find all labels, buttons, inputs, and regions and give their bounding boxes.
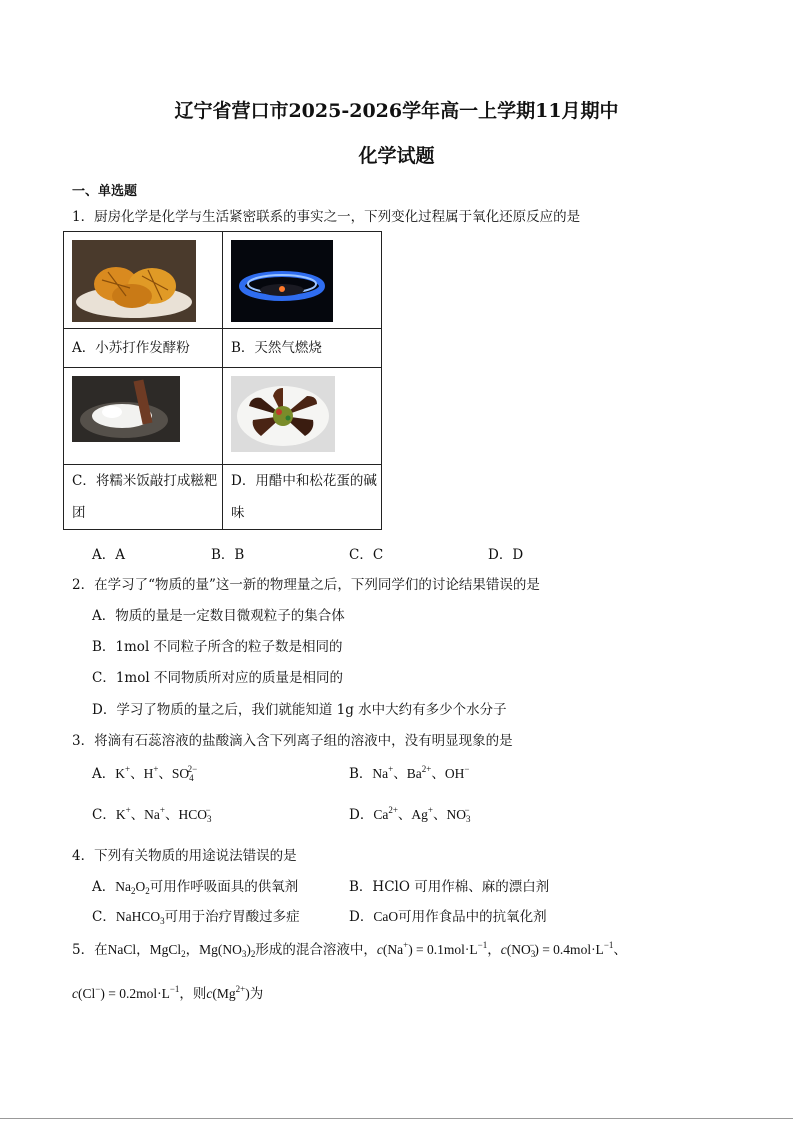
q3-option-b [349,762,469,782]
q4-label-c: C． [92,909,116,925]
q4-option-d [349,905,547,925]
q4-d-text: 可用作食品中的抗氧化剂 [398,909,547,925]
q5-tail: ，则 [179,986,207,1002]
document-subtitle: 化学试题 [358,145,435,167]
q2-option-b: B．1mol 不同粒子所含的粒子数是相同的 [92,639,343,655]
q4-label-a: A． [92,879,116,895]
q3-option-a [92,762,197,783]
option-cell-c: C．将糯米饭敲打成糍粑团 [64,465,223,530]
chem-formula: $Na_2O_2$ [115,879,150,896]
rice-pounding-image [72,376,180,442]
ion-formula: K+、H+、$SO_4^{2-}$ [115,764,198,783]
q5-end: 为 [249,986,264,1002]
section-heading: 一、单选题 [72,184,138,199]
q3-label-a: A． [92,766,116,782]
question-5-line1 [72,938,627,959]
q4-c-text: 可用于治疗胃酸过多症 [164,909,300,925]
q4-option-c [92,905,300,926]
q5-prefix: 5．在 [72,942,108,958]
concentration-mg: $c(Mg^{2+})$ [206,984,250,1001]
page-bottom-rule [0,1118,793,1119]
q2-option-a: A．物质的量是一定数目微观粒子的集合体 [92,608,345,624]
ion-formula: Na+、$Ba^{2+}$、OH− [372,764,470,781]
q1-option-b: B．B [211,547,245,563]
chem-formula: NaHCO$_3$ [115,909,165,926]
q3-option-d [349,803,470,824]
document-title: 辽宁省营口市2025-2026学年高一上学期11月期中 [174,100,619,122]
question-4-stem: 4．下列有关物质的用途说法错误的是 [72,848,297,864]
q5-mid: 形成的混合溶液中， [255,942,377,958]
q4-label-d: D． [349,909,374,925]
option-cell-a: A．小苏打作发酵粉 [64,329,223,368]
question-3-stem: 3．将滴有石蕊溶液的盐酸滴入含下列离子组的溶液中，没有明显现象的是 [72,733,513,749]
image-cell-d [223,368,382,465]
q3-label-c: C． [92,807,116,823]
option-cell-d: D．用醋中和松花蛋的碱味 [223,465,382,530]
century-egg-image [231,376,335,452]
q3-label-d: D． [349,807,374,823]
option-cell-b: B．天然气燃烧 [223,329,382,368]
image-cell-c [64,368,223,465]
chem-formula: CaO [373,909,399,924]
concentration-cl: $c(Cl^-) = 0.2mol\cdot L^{-1}$ [72,984,180,1001]
question-2-stem: 2．在学习了“物质的量”这一新的物理量之后，下列同学们的讨论结果错误的是 [72,577,540,593]
gas-flame-image [231,240,333,322]
ion-formula: $Ca^{2+}$、Ag+、$NO_3^-$ [373,805,471,824]
concentration-na: $c(Na^+) = 0.1mol\cdot L^{-1}$，$c(NO_3^-) = 0.4mol\cdot L^{-1}$、 [376,940,627,959]
ion-formula: K+、Na+、$HCO_3^-$ [115,805,212,824]
q2-option-c: C．1mol 不同物质所对应的质量是相同的 [92,670,343,686]
pastry-image [72,240,196,322]
image-cell-a [64,232,223,329]
q1-option-a: A．A [92,547,125,563]
q3-option-c [92,803,211,824]
question-5-line2 [72,982,263,1002]
q4-option-b: B．HClO 可用作棉、麻的漂白剂 [349,879,550,895]
question-1-stem: 1．厨房化学是化学与生活紧密联系的事实之一，下列变化过程属于氧化还原反应的是 [72,209,581,225]
q3-label-b: B． [349,766,373,782]
question-1-image-table [63,231,382,530]
q4-a-text: 可用作呼吸面具的供氧剂 [149,879,299,895]
q2-option-d: D．学习了物质的量之后，我们就能知道 1g 水中大约有多少个水分子 [92,702,507,718]
chem-formula: NaCl，MgCl$_2$，$Mg(NO_3)_2$ [107,942,256,959]
q1-option-d: D．D [488,547,524,563]
q4-option-a [92,875,298,896]
image-cell-b [223,232,382,329]
q1-option-c: C．C [349,547,384,563]
